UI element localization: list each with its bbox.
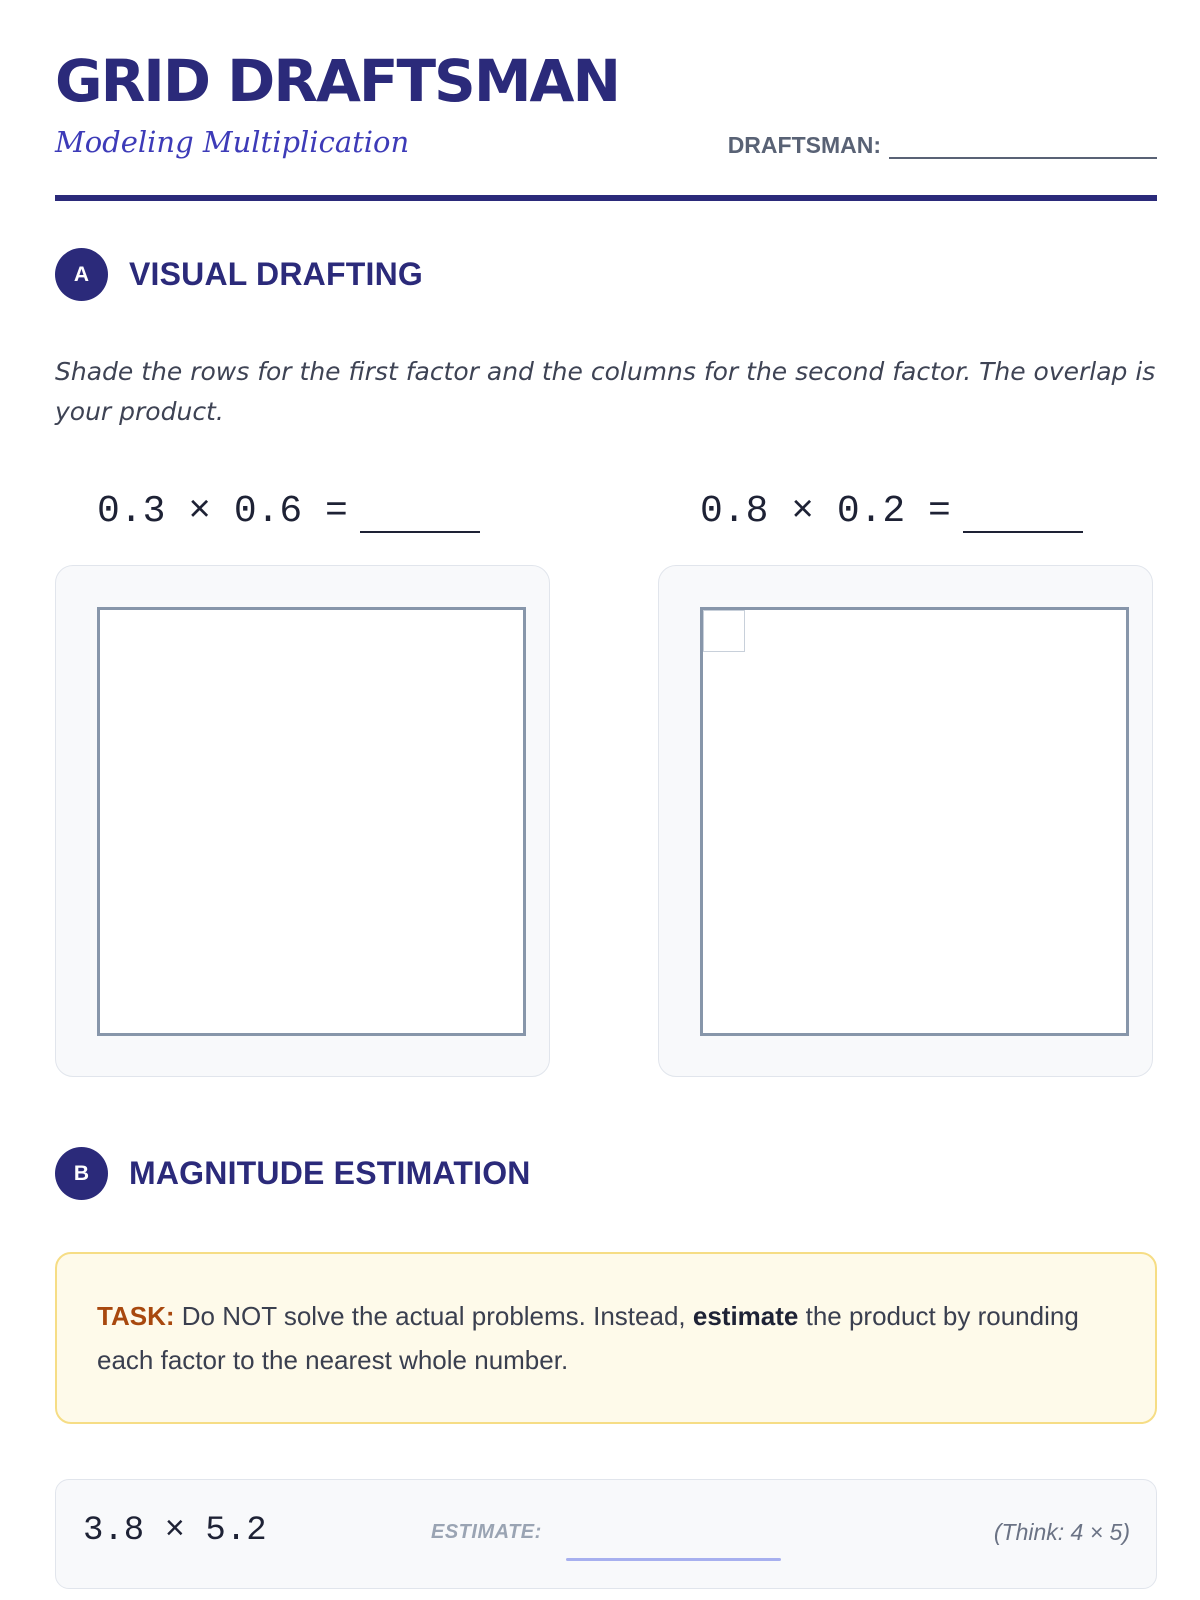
worksheet-page (55, 0, 1157, 1600)
section-a-instructions: Shade the rows for the first factor and the columns for the second factor. The overlap is your product. (55, 357, 1156, 426)
grid-problem-1 (97, 490, 480, 533)
task-emphasis: estimate (692, 1301, 799, 1331)
section-a-header (55, 248, 423, 301)
grid-problem-2-expression: 0.8 × 0.2 = (700, 490, 951, 533)
estimate-answer-blank[interactable] (566, 1558, 781, 1561)
hundred-grid-1[interactable] (97, 607, 526, 1036)
header-divider (55, 195, 1157, 201)
estimate-expression: 3.8 × 5.2 (83, 1512, 267, 1550)
grid-problem-1-answer-blank[interactable] (360, 501, 480, 533)
section-b-header (55, 1147, 531, 1200)
draftsman-name-blank[interactable] (889, 137, 1157, 159)
section-a-badge: A (55, 248, 108, 301)
hundred-grid-2[interactable] (700, 607, 1129, 1036)
task-label: TASK: (97, 1301, 175, 1331)
grid-problem-2-answer-blank[interactable] (963, 501, 1083, 533)
grid-card-2 (658, 565, 1153, 1077)
estimate-label: ESTIMATE: (431, 1521, 542, 1543)
worksheet-title: GRID DRAFTSMAN (55, 47, 619, 115)
section-b-badge: B (55, 1147, 108, 1200)
section-a-title: VISUAL DRAFTING (129, 256, 423, 292)
worksheet-subtitle: Modeling Multiplication (55, 125, 410, 159)
draftsman-name-field (728, 132, 1157, 159)
grid-problem-1-expression: 0.3 × 0.6 = (97, 490, 348, 533)
grid-cell[interactable] (703, 610, 745, 652)
section-b-title: MAGNITUDE ESTIMATION (129, 1155, 531, 1191)
task-callout (55, 1252, 1157, 1424)
grid-problem-2 (700, 490, 1083, 533)
grid-card-1 (55, 565, 550, 1077)
draftsman-label: DRAFTSMAN: (727, 132, 881, 158)
estimate-row (55, 1479, 1157, 1589)
task-text-after: the product by rounding each factor to the nearest whole number. (97, 1301, 1079, 1375)
estimate-hint: (Think: 4 × 5) (993, 1519, 1130, 1545)
task-text-before: Do NOT solve the actual problems. Instead, (181, 1301, 686, 1331)
